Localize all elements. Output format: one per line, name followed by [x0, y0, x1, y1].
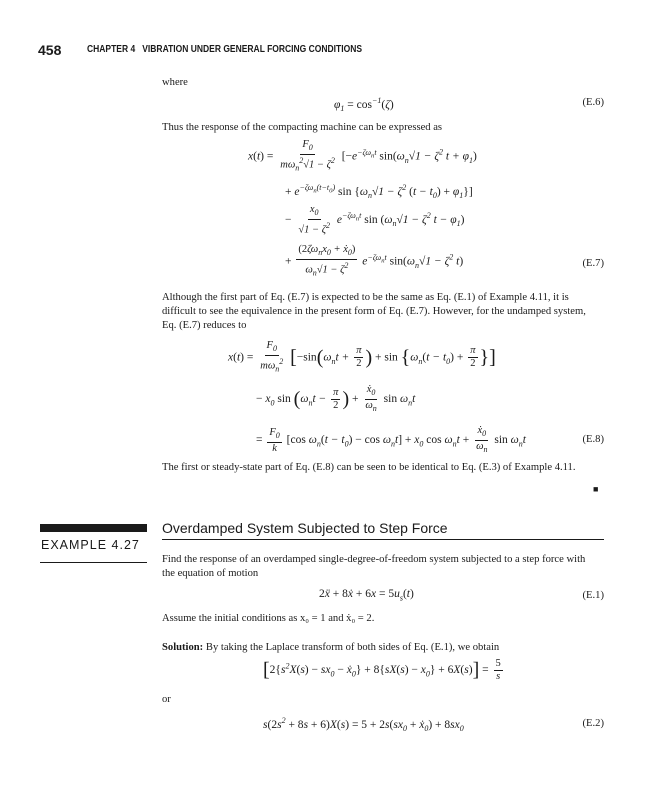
equation-e6: $\varphi_1 = \cos^{-1}(\zeta)$: [334, 96, 394, 114]
text-assume: Assume the initial conditions as x₀ = 1 and ẋ₀ = 2.: [162, 613, 375, 624]
solution-label: Solution:: [162, 642, 204, 653]
equation-number-e8: (E.8): [582, 434, 604, 445]
chapter-title: CHAPTER 4 VIBRATION UNDER GENERAL FORCING CONDITIONS: [87, 44, 363, 55]
example-rule-right: [162, 539, 604, 540]
equation-e7-line1: x(t) = $\frac{F_0}{m\omega_n^2√1 - \zeta^2}$ [$-e^{-\zeta\omega_nt}$ $\sin(\omega_n√1 - \zeta^2$ $t + \varphi_1$): [248, 139, 477, 173]
equation-number-e1: (E.1): [582, 590, 604, 601]
equation-e7-line3: − $\frac{x_0}{√1 - \zeta^2}$ $e^{-\zeta\omega_nt}$ $\sin (\omega_n√1 - \zeta^2$ $t - \varphi_1$): [285, 204, 465, 236]
example-label: EXAMPLE 4.27: [41, 538, 140, 552]
text-find-2: the equation of motion: [162, 568, 259, 579]
text-first-part: The first or steady-state part of Eq. (E.8) can be seen to be identical to Eq. (E.3) of Example 4.11.: [162, 462, 576, 473]
text-thus: Thus the response of the compacting machine can be expressed as: [162, 122, 443, 133]
text-although-2: difficult to see the equivalence in the present form of Eq. (E.7). However, for the undamped system,: [162, 306, 586, 317]
solution-text: By taking the Laplace transform of both sides of Eq. (E.1), we obtain: [205, 642, 500, 653]
equation-number-e7: (E.7): [582, 258, 604, 269]
text-where: where: [162, 77, 188, 88]
page-number: 458: [38, 42, 62, 58]
example-title: Overdamped System Subjected to Step Force: [162, 520, 448, 536]
equation-e2: $s(2s^2 + 8s + 6)X(s) = 5 + 2s(sx_0$ + ẋ$_0$) + $8sx_0$: [263, 716, 464, 734]
equation-laplace: [$2\{s^2X(s) - sx_0$ − ẋ$_0$} + $8\{sX(s) - x_0\} + 6X(s)$] = $\frac{5}{s}$: [263, 658, 501, 682]
text-solution: [162, 641, 499, 655]
text-although-3: Eq. (E.7) reduces to: [162, 320, 247, 331]
equation-e7-line4: + $\frac{(2\zeta\omega_nx_0 + ẋ_0)}{\omega_n√1 - \zeta^2}$ $e^{-\zeta\omega_nt}$ $\sin(\omega_n√1 - \zeta^2$ t): [285, 244, 464, 278]
equation-e1: 2ẍ + 8ẋ + $6x = 5u_s(t)$: [319, 588, 414, 603]
text-or: or: [162, 694, 171, 705]
equation-e7-line2: + $e^{-\zeta\omega_n(t-t_0)}$ $\sin \{\omega_n√1 - \zeta^2$ $(t - t_0) + \varphi_1$}]: [285, 183, 473, 201]
equation-number-e2: (E.2): [582, 718, 604, 729]
example-rule-thick: [40, 524, 147, 532]
equation-e8-line3: = $\frac{F_0}{k}$ [cos $\omega_n(t - t_0) - \cos \omega_nt] + x_0$ $\cos \omega_nt$ + $\frac{ẋ_0}{\omega_n}$ $\sin \omega_nt$: [256, 425, 526, 455]
text-find-1: Find the response of an overdamped single-degree-of-freedom system subjected to a step force with: [162, 554, 586, 565]
example-rule-left: [40, 562, 147, 563]
text-although-1: Although the first part of Eq. (E.7) is expected to be the same as Eq. (E.1) of Example 4.11, it is: [162, 292, 569, 303]
end-of-example-mark: ■: [593, 484, 599, 494]
equation-number-e6: (E.6): [582, 97, 604, 108]
equation-e8-line1: x(t) = $\frac{F_0}{m\omega_n^2}$ [$-\sin(\omega_nt$ + $\frac{\pi}{2}$ ) + $\sin \{\omega_n(t - t_0)$ + $\frac{\pi}{2}$ }]: [228, 340, 496, 374]
equation-e8-line2: − $x_0$ $\sin (\omega_nt$ − $\frac{\pi}{2}$ ) + $\frac{ẋ_0}{\omega_n}$ $\sin \omega_nt$: [256, 384, 416, 414]
